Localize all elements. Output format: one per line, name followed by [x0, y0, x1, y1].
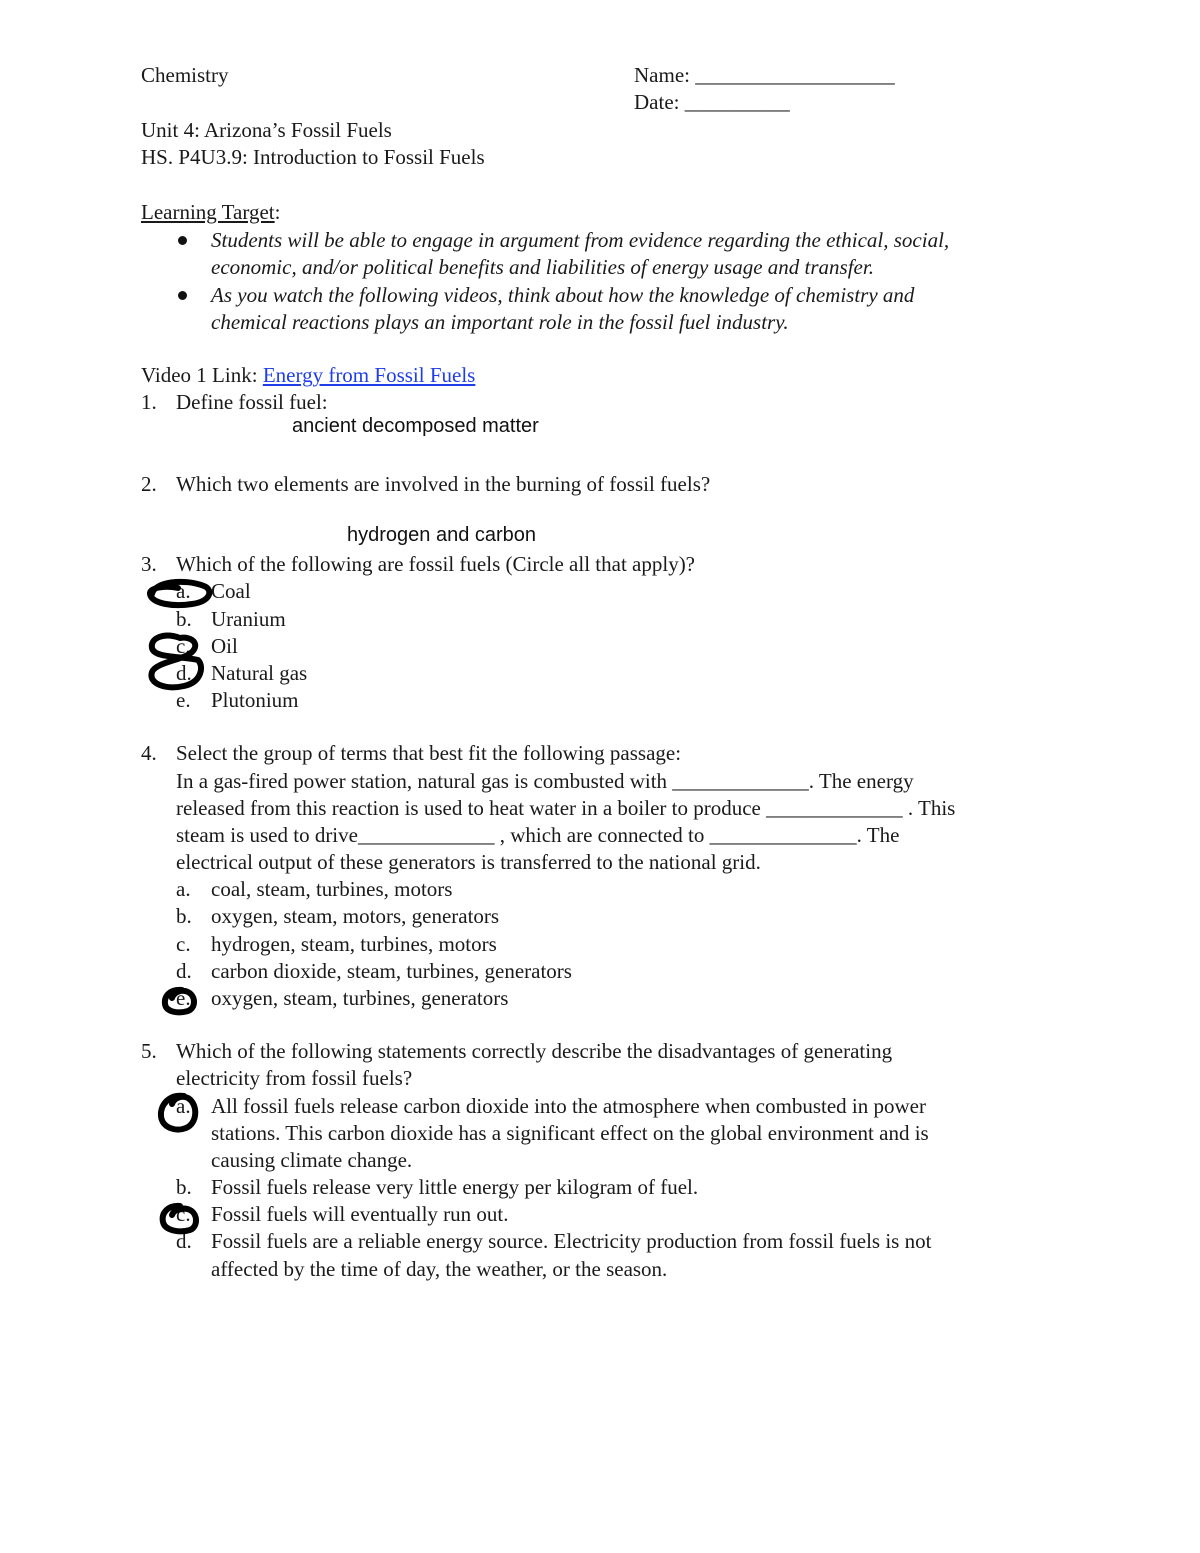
bullet-icon	[178, 291, 187, 300]
q2-answer[interactable]: hydrogen and carbon	[347, 524, 537, 546]
learning-target-colon: :	[274, 200, 281, 224]
q5-option-line[interactable]: Fossil fuels will eventually run out.	[211, 1202, 509, 1226]
q4-option-letter: d.	[176, 959, 192, 983]
q5-option-line[interactable]: causing climate change.	[211, 1148, 413, 1172]
q3-option-text[interactable]: Natural gas	[211, 661, 308, 685]
q4-option-letter: e.	[176, 986, 191, 1010]
q3-option-letter: d.	[176, 661, 192, 685]
q4-option-letter: a.	[176, 877, 191, 901]
learning-target-heading	[141, 199, 280, 226]
q4-passage-line: steam is used to drive_____________ , which are connected to ______________. The	[176, 823, 900, 847]
q3-option-letter: a.	[176, 579, 191, 603]
q5-option-line[interactable]: stations. This carbon dioxide has a significant effect on the global environment and is	[211, 1121, 929, 1145]
learning-target-bullet-2-line1: As you watch the following videos, think about how the knowledge of chemistry and	[211, 283, 915, 307]
learning-target-bullet-1-line1: Students will be able to engage in argument from evidence regarding the ethical, social,	[211, 228, 950, 252]
q1-number: 1.	[141, 390, 157, 414]
q3-option-text[interactable]: Plutonium	[211, 688, 299, 712]
handdrawn-circle-icon	[156, 1200, 204, 1238]
q4-option-letter: c.	[176, 932, 191, 956]
video-link[interactable]: Energy from Fossil Fuels	[262, 363, 476, 387]
q5-option-letter: b.	[176, 1175, 192, 1199]
q5-option-line[interactable]: Fossil fuels are a reliable energy source. Electricity production from fossil fuels is not	[211, 1229, 932, 1253]
q4-option-text[interactable]: hydrogen, steam, turbines, motors	[211, 932, 497, 956]
unit-title: Unit 4: Arizona’s Fossil Fuels	[141, 118, 392, 142]
q5-option-line[interactable]: All fossil fuels release carbon dioxide into the atmosphere when combusted in power	[211, 1094, 926, 1118]
q4-question: Select the group of terms that best fit the following passage:	[176, 741, 682, 765]
q3-option-letter: b.	[176, 607, 192, 631]
video-label: Video 1 Link:	[141, 363, 263, 387]
q4-option-text[interactable]: coal, steam, turbines, motors	[211, 877, 453, 901]
handdrawn-circle-icon	[154, 1090, 204, 1136]
q3-number: 3.	[141, 552, 157, 576]
q5-number: 5.	[141, 1039, 157, 1063]
q3-option-letter: e.	[176, 688, 191, 712]
q5-question-line1: Which of the following statements correctly describe the disadvantages of generating	[176, 1039, 893, 1063]
q3-option-letter: c.	[176, 634, 191, 658]
q4-passage-line: released from this reaction is used to heat water in a boiler to produce _____________ . This	[176, 796, 956, 820]
standard-title: HS. P4U3.9: Introduction to Fossil Fuels	[141, 145, 485, 169]
q4-option-text[interactable]: carbon dioxide, steam, turbines, generators	[211, 959, 572, 983]
subject-title: Chemistry	[141, 63, 229, 87]
video-link-row	[141, 362, 475, 389]
q5-question-line2: electricity from fossil fuels?	[176, 1066, 413, 1090]
q4-option-text[interactable]: oxygen, steam, turbines, generators	[211, 986, 509, 1010]
q1-answer[interactable]: ancient decomposed matter	[292, 415, 539, 437]
learning-target-label: Learning Target	[141, 200, 275, 224]
q1-question: Define fossil fuel:	[176, 390, 328, 414]
learning-target-bullet-2-line2: chemical reactions plays an important role in the fossil fuel industry.	[211, 310, 789, 334]
q4-option-letter: b.	[176, 904, 192, 928]
q4-number: 4.	[141, 741, 157, 765]
q5-option-letter: c.	[176, 1202, 191, 1226]
q4-passage-line: In a gas-fired power station, natural gas is combusted with _____________. The energy	[176, 769, 914, 793]
q3-option-text[interactable]: Coal	[211, 579, 251, 603]
q2-question: Which two elements are involved in the burning of fossil fuels?	[176, 472, 711, 496]
q2-number: 2.	[141, 472, 157, 496]
q5-option-line[interactable]: Fossil fuels release very little energy per kilogram of fuel.	[211, 1175, 699, 1199]
q3-option-text[interactable]: Uranium	[211, 607, 286, 631]
q5-option-line[interactable]: affected by the time of day, the weather, or the season.	[211, 1257, 668, 1281]
date-field[interactable]: Date: __________	[634, 90, 790, 114]
q5-option-letter: d.	[176, 1229, 192, 1253]
handdrawn-circle-icon	[144, 576, 218, 610]
q4-passage-line: electrical output of these generators is transferred to the national grid.	[176, 850, 761, 874]
q5-option-letter: a.	[176, 1094, 191, 1118]
bullet-icon	[178, 236, 187, 245]
handdrawn-circle-icon	[160, 984, 200, 1018]
q3-question: Which of the following are fossil fuels (Circle all that apply)?	[176, 552, 696, 576]
name-field[interactable]: Name: ___________________	[634, 63, 895, 87]
q4-option-text[interactable]: oxygen, steam, motors, generators	[211, 904, 500, 928]
learning-target-bullet-1-line2: economic, and/or political benefits and liabilities of energy usage and transfer.	[211, 255, 874, 279]
handdrawn-circle-icon	[144, 630, 208, 692]
q3-option-text[interactable]: Oil	[211, 634, 238, 658]
